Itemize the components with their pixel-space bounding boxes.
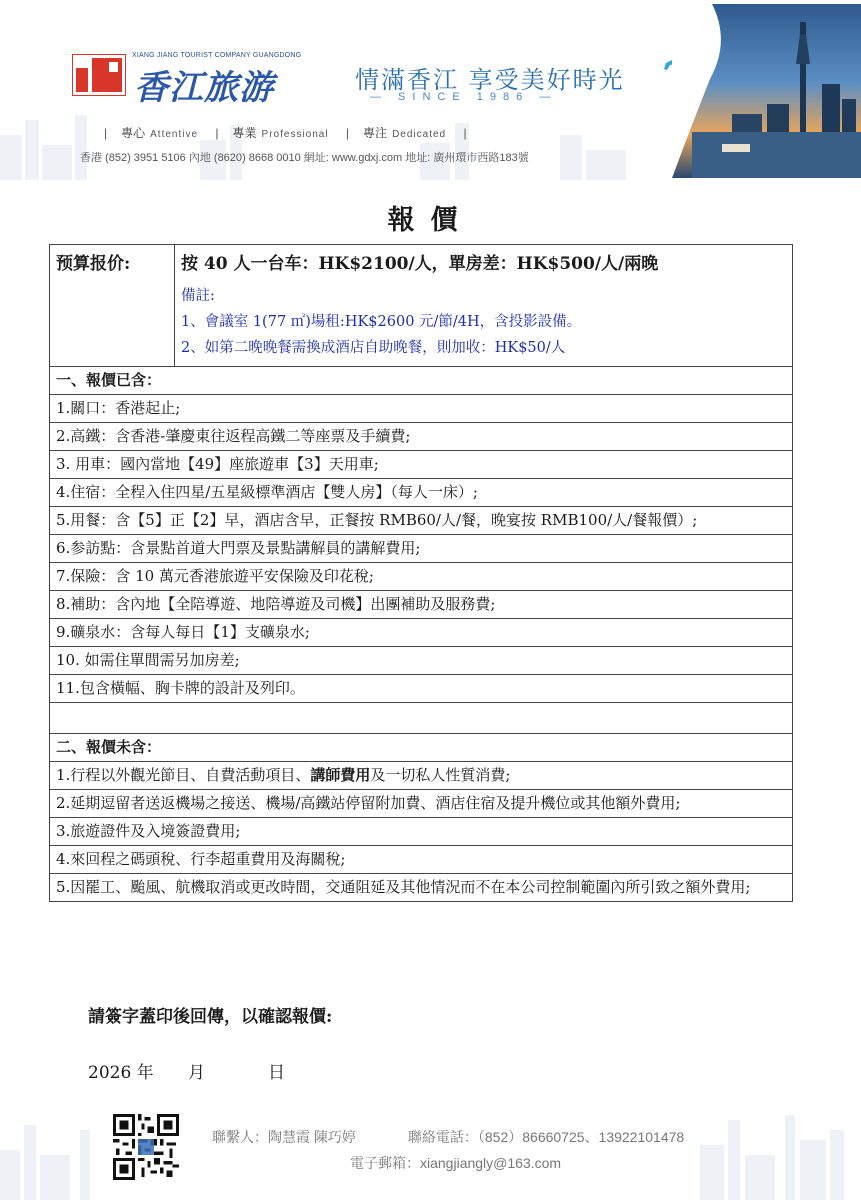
contact-phone: 聯絡電話：（852）86660725、13922101478 <box>407 1129 685 1145</box>
table-row <box>50 818 793 846</box>
date-day: 日 <box>268 1063 285 1083</box>
table-row <box>50 507 793 535</box>
table-row <box>50 479 793 507</box>
section-heading-row <box>50 367 793 395</box>
table-row <box>50 395 793 423</box>
date-year: 2026 年 <box>88 1063 154 1083</box>
budget-price: 按 40 人一台车：HK$2100/人，單房差：HK$500/人/兩晚 <box>181 254 659 274</box>
excluded-item-text: 1.行程以外觀光節目、自費活動項目、 <box>56 766 311 784</box>
table-row <box>50 874 793 902</box>
table-row <box>50 790 793 818</box>
city-skyline-photo <box>672 4 861 178</box>
table-row <box>50 675 793 703</box>
document-title: 報價 <box>387 205 474 236</box>
included-item: 11.包含橫幅、胸卡牌的設計及列印。 <box>50 675 793 703</box>
included-item: 4.住宿：全程入住四星/五星級標準酒店【雙人房】（每人一床）; <box>50 479 793 507</box>
budget-label: 预算报价: <box>50 245 175 367</box>
excluded-item: 2.延期逗留者送返機場之接送、機場/高鐵站停留附加費、酒店住宿及提升機位或其他額外費用; <box>50 790 793 818</box>
budget-remarks <box>181 285 786 359</box>
remark-item: 2、如第二晚晚餐需換成酒店自助晚餐，則加收：HK$50/人 <box>181 340 566 356</box>
quotation-table <box>49 244 793 902</box>
blank-cell <box>50 703 793 734</box>
excluded-item: 4.來回程之碼頭稅、行李超重費用及海關稅; <box>50 846 793 874</box>
included-item: 10. 如需住單間需另加房差; <box>50 647 793 675</box>
table-row <box>50 647 793 675</box>
table-row <box>50 846 793 874</box>
since-year: — SINCE 1986 — <box>370 91 558 103</box>
blank-row <box>50 703 793 734</box>
table-row <box>50 423 793 451</box>
included-item: 7.保險：含 10 萬元香港旅遊平安保險及印花稅; <box>50 563 793 591</box>
table-row <box>50 619 793 647</box>
section-heading-row <box>50 734 793 762</box>
remark-item: 1、會議室 1(77 ㎡)場租:HK$2600 元/節/4H，含投影設備。 <box>181 314 582 330</box>
excluded-item-text: 及一切私人性質消費; <box>370 766 511 784</box>
table-row <box>50 451 793 479</box>
core-values: | 專心 Attentive | 專業 Professional | 專注 Dedicated | <box>104 126 467 140</box>
included-heading: 一、報價已含： <box>50 367 793 395</box>
qr-code-icon <box>113 1114 179 1180</box>
value-zh: 專業 <box>232 126 257 140</box>
excluded-item: 3.旅遊證件及入境簽證費用; <box>50 818 793 846</box>
contact-email: 電子郵箱：xiangjiangly@163.com <box>350 1155 562 1171</box>
value-en: Professional <box>261 129 329 140</box>
company-logo-icon <box>72 54 126 96</box>
included-item: 9.礦泉水：含每人每日【1】支礦泉水; <box>50 619 793 647</box>
table-row <box>50 762 793 790</box>
date-month: 月 <box>188 1063 205 1083</box>
footer-contact <box>212 1127 684 1147</box>
excluded-heading: 二、報價未含： <box>50 734 793 762</box>
included-item: 3. 用車：國內當地【49】座旅遊車【3】天用車; <box>50 451 793 479</box>
included-item: 6.参訪點：含景點首道大門票及景點講解員的講解費用; <box>50 535 793 563</box>
budget-cell <box>175 245 793 367</box>
sign-instruction: 請簽字蓋印後回傳，以確認報價: <box>88 1007 333 1027</box>
excluded-item-emphasis: 講師費用 <box>310 766 371 784</box>
included-item: 1.關口：香港起止; <box>50 395 793 423</box>
slogan: 情滿香江 享受美好時光 <box>355 66 625 94</box>
table-row <box>50 591 793 619</box>
letterhead <box>0 0 861 180</box>
remark-title: 備註: <box>181 288 215 304</box>
company-name: 香江旅游 <box>134 68 274 108</box>
budget-row <box>50 245 793 367</box>
contact-person: 聯繫人：陶慧霞 陳巧婷 <box>212 1129 356 1145</box>
value-en: Dedicated <box>392 129 447 140</box>
value-zh: 專注 <box>363 126 388 140</box>
excluded-item <box>50 762 793 790</box>
included-item: 5.用餐：含【5】正【2】早，酒店含早，正餐按 RMB60/人/餐，晚宴按 RMB100/人/餐報價）; <box>50 507 793 535</box>
company-contact-line: 香港 (852) 3951 5106 內地 (8620) 8668 0010 網址: www.gdxj.com 地址: 廣州環市西路183號 <box>80 152 529 164</box>
sign-date <box>88 1058 285 1083</box>
value-zh: 專心 <box>121 126 146 140</box>
included-item: 2.高鐵：含香港-肇慶東往返程高鐵二等座票及手續費; <box>50 423 793 451</box>
value-en: Attentive <box>150 129 199 140</box>
table-row <box>50 535 793 563</box>
excluded-item: 5.因罷工、颱風、航機取消或更改時間，交通阻延及其他情況而不在本公司控制範圍內所引致之額外費用; <box>50 874 793 902</box>
company-name-english: XIANG JIANG TOURIST COMPANY GUANGDONG <box>132 52 302 59</box>
included-item: 8.補助：含內地【全陪導遊、地陪導遊及司機】出團補助及服務費; <box>50 591 793 619</box>
table-row <box>50 563 793 591</box>
